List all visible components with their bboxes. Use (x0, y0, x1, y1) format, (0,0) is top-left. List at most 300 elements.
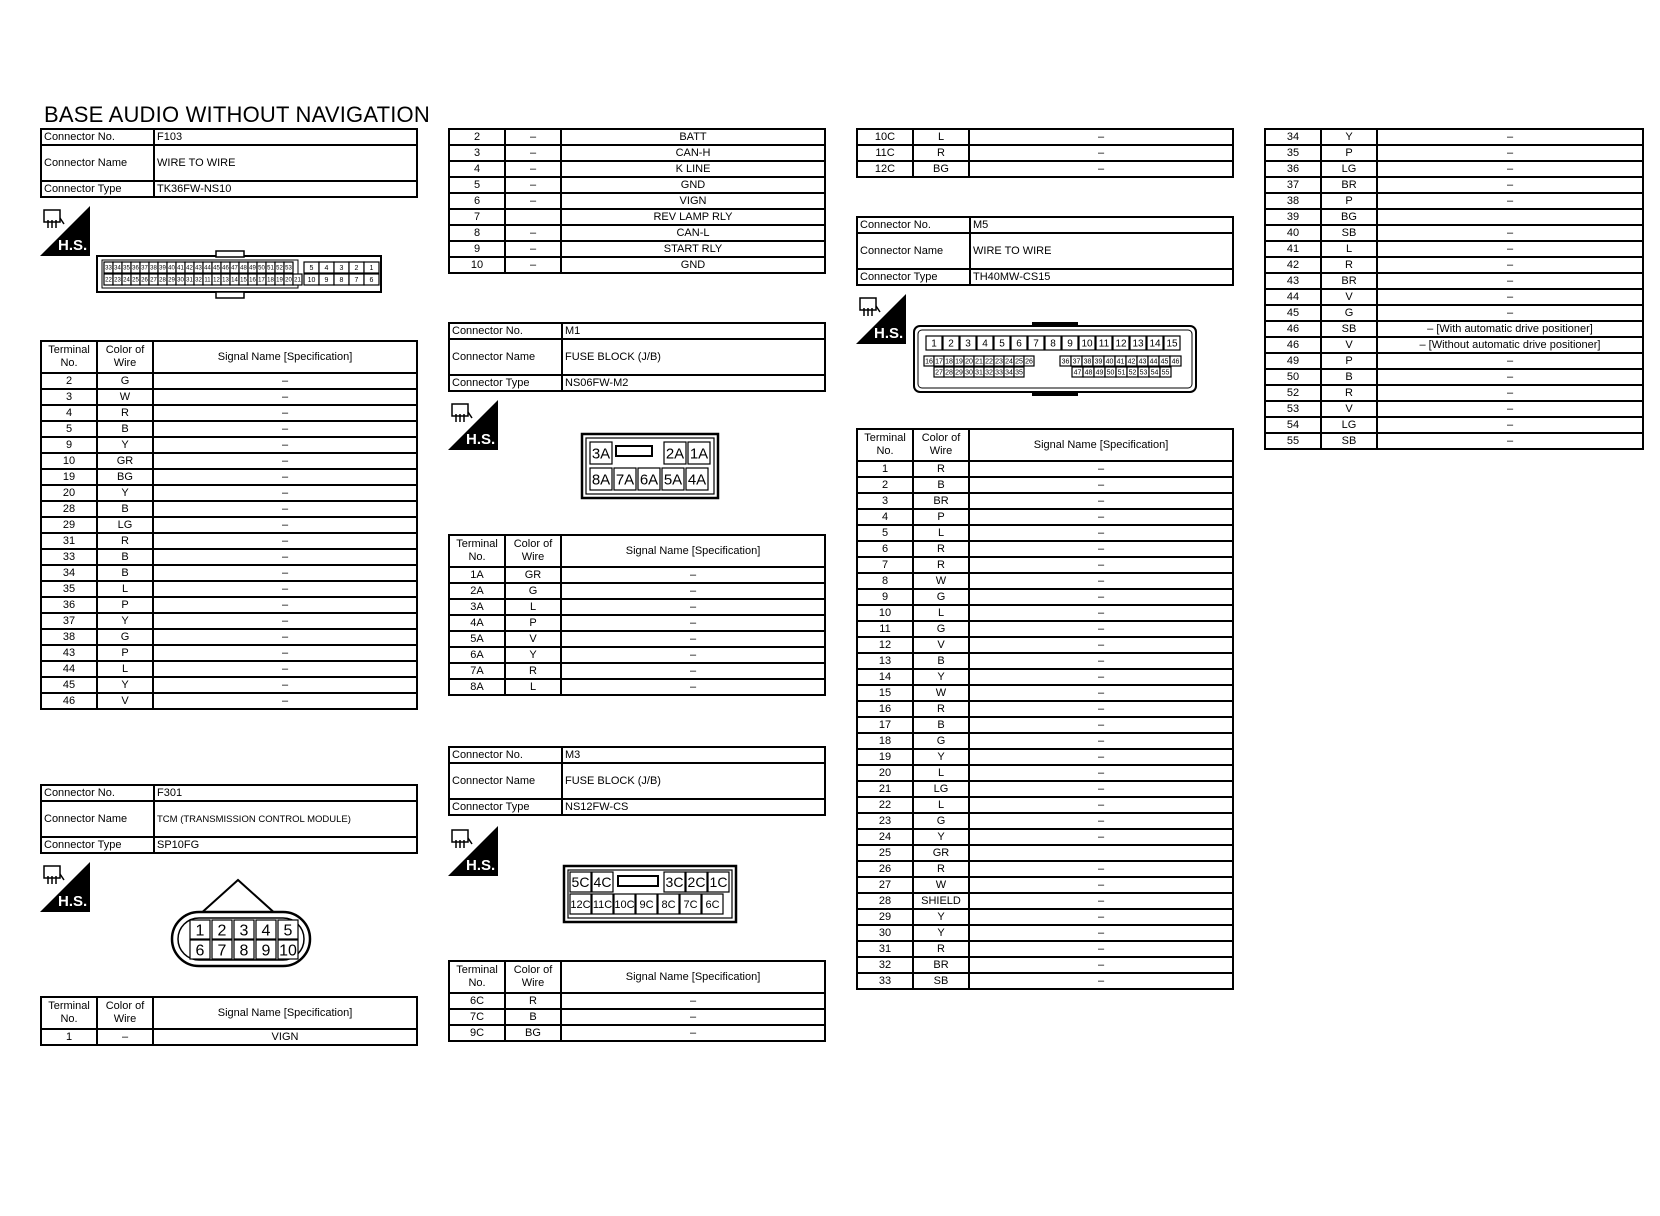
pin-label: 3 (239, 922, 249, 940)
signal-name-cell: – (153, 677, 417, 693)
pin-label: 48 (240, 265, 247, 272)
pin-label: 5 (283, 922, 293, 940)
wire-color-cell: B (1321, 369, 1377, 385)
pin-label: 37 (141, 265, 148, 272)
terminal-no-cell: 43 (1265, 273, 1321, 289)
terminal-no-cell: 2 (41, 373, 97, 389)
wire-color-cell: L (913, 605, 969, 621)
terminal-no-cell: 19 (41, 469, 97, 485)
signal-name-cell: – (969, 909, 1233, 925)
wire-color-cell: GR (505, 567, 561, 583)
pin-label: 12 (213, 277, 220, 284)
terminal-no-cell: 6C (449, 993, 505, 1009)
signal-name-cell: – (153, 389, 417, 405)
table-row (1265, 225, 1643, 241)
table-row (1265, 129, 1643, 145)
table-row (449, 663, 825, 679)
terminal-no-cell: 46 (1265, 337, 1321, 353)
wire-color-cell: R (505, 993, 561, 1009)
table-row (1265, 241, 1643, 257)
wire-color-cell: BG (1321, 209, 1377, 225)
terminal-no-cell: 19 (857, 749, 913, 765)
pin-label: 17 (935, 358, 943, 366)
signal-name-cell: – (969, 461, 1233, 477)
wire-color-cell: R (913, 557, 969, 573)
wire-color-cell: G (913, 733, 969, 749)
wire-color-cell: R (913, 145, 969, 161)
table-row (41, 421, 417, 437)
terminal-no-cell: 50 (1265, 369, 1321, 385)
wire-color-cell: SB (1321, 225, 1377, 241)
signal-name-cell: – (969, 781, 1233, 797)
pin-label: 30 (177, 277, 184, 284)
pin-label: 6A (639, 471, 659, 489)
signal-name-cell: – (1377, 225, 1643, 241)
svg-text:H.S.: H.S. (466, 857, 496, 874)
table-row (857, 477, 1233, 493)
wire-color-cell: Y (97, 437, 153, 453)
pin-label: 7C (683, 898, 698, 911)
connector-no-value: M1 (562, 323, 825, 339)
color-of-wire-header: Color of Wire (97, 997, 153, 1029)
signal-name-cell: – (153, 693, 417, 709)
pin-label: 42 (186, 265, 193, 272)
pin-label: 19 (276, 277, 283, 284)
table-row (449, 257, 825, 273)
terminal-no-cell: 5 (857, 525, 913, 541)
pin-label: 52 (276, 265, 283, 272)
pin-label: 55 (1161, 369, 1170, 377)
table-row (857, 605, 1233, 621)
signal-name-cell: – (969, 701, 1233, 717)
table-row (857, 589, 1233, 605)
terminal-no-cell: 28 (41, 501, 97, 517)
pin-label: 6 (195, 942, 205, 960)
pin-label: 45 (213, 265, 220, 272)
signal-name-cell: – (969, 765, 1233, 781)
terminal-no-cell: 39 (1265, 209, 1321, 225)
signal-name-cell: – (153, 645, 417, 661)
wire-color-cell: B (913, 717, 969, 733)
signal-name-cell (969, 845, 1233, 861)
terminal-no-cell: 5 (449, 177, 505, 193)
pin-label: 28 (159, 277, 166, 284)
terminal-no-cell: 11C (857, 145, 913, 161)
signal-name-cell: – (153, 469, 417, 485)
wire-color-cell: B (97, 565, 153, 581)
wire-color-cell: V (1321, 401, 1377, 417)
pin-label: 27 (935, 369, 943, 377)
pin-label: 38 (1083, 358, 1092, 366)
pin-label: 30 (965, 369, 973, 377)
table-row (41, 549, 417, 565)
table-row (1265, 337, 1643, 353)
signal-name-cell: – (969, 621, 1233, 637)
wire-color-cell: Y (913, 669, 969, 685)
wire-color-cell: Y (913, 909, 969, 925)
table-row (41, 597, 417, 613)
pin-label: 26 (141, 277, 148, 284)
signal-name-cell: GND (561, 257, 825, 273)
terminal-no-cell: 31 (41, 533, 97, 549)
pin-label: 42 (1127, 358, 1136, 366)
pin-label: 7 (354, 277, 359, 285)
pin-label: 21 (294, 277, 301, 284)
pin-label: 31 (186, 277, 193, 284)
signal-name-cell: – (561, 679, 825, 695)
terminal-no-cell: 45 (1265, 305, 1321, 321)
terminal-no-cell: 7 (449, 209, 505, 225)
terminal-no-cell: 49 (1265, 353, 1321, 369)
signal-name-cell: – (969, 525, 1233, 541)
signal-name-cell: REV LAMP RLY (561, 209, 825, 225)
pin-label: 9C (639, 898, 654, 911)
wire-color-cell: R (913, 701, 969, 717)
pin-label: 53 (285, 265, 292, 272)
table-row (857, 541, 1233, 557)
connector-no-label: Connector No. (449, 747, 562, 763)
pin-label: 8 (1050, 338, 1056, 350)
m3-terminal-table (448, 960, 826, 1042)
f103-terminal-table (40, 340, 418, 710)
terminal-no-cell: 28 (857, 893, 913, 909)
pin-label: 21 (975, 358, 983, 366)
pin-label: 6 (369, 277, 374, 285)
wire-color-cell: G (97, 629, 153, 645)
terminal-no-cell: 1 (857, 461, 913, 477)
signal-name-cell: – (969, 541, 1233, 557)
table-row (857, 781, 1233, 797)
pin-label: 52 (1128, 369, 1137, 377)
wire-color-cell: V (913, 637, 969, 653)
pin-label: 9 (324, 277, 329, 285)
signal-name-cell: – (969, 957, 1233, 973)
pin-label: 35 (1015, 369, 1023, 377)
pin-label: 28 (945, 369, 953, 377)
signal-name-cell: – (153, 549, 417, 565)
table-row (41, 533, 417, 549)
pin-label: 22 (105, 277, 112, 284)
table-row (1265, 257, 1643, 273)
signal-name-cell: – (153, 613, 417, 629)
table-row (449, 647, 825, 663)
table-row (41, 373, 417, 389)
pin-label: 12 (1115, 338, 1127, 350)
signal-name-cell: – (1377, 417, 1643, 433)
connector-latch (216, 292, 244, 298)
signal-name-cell: – (969, 573, 1233, 589)
wire-color-cell: GR (97, 453, 153, 469)
wire-color-cell: R (913, 461, 969, 477)
signal-name-cell: – (969, 893, 1233, 909)
signal-name-header: Signal Name [Specification] (561, 961, 825, 993)
wire-color-cell: G (505, 583, 561, 599)
signal-name-cell: – (969, 733, 1233, 749)
table-row (41, 485, 417, 501)
wire-color-cell: P (97, 597, 153, 613)
wire-color-cell: L (913, 765, 969, 781)
wire-color-cell: SB (913, 973, 969, 989)
wire-color-cell: P (1321, 145, 1377, 161)
wire-color-cell: V (1321, 337, 1377, 353)
wire-color-cell: Y (505, 647, 561, 663)
signal-name-cell: GND (561, 177, 825, 193)
terminal-no-cell: 8A (449, 679, 505, 695)
terminal-no-cell: 2A (449, 583, 505, 599)
wire-color-cell: L (97, 661, 153, 677)
table-header-row (449, 961, 825, 993)
terminal-no-cell: 1 (41, 1029, 97, 1045)
pin-label: 3C (665, 874, 684, 891)
pin-label: 20 (965, 358, 973, 366)
pin-label: 10 (279, 942, 297, 960)
signal-name-cell: – (1377, 273, 1643, 289)
pin-label: 3 (339, 265, 344, 273)
hs-icon (448, 400, 500, 450)
pin-label: 46 (222, 265, 229, 272)
terminal-no-cell: 5 (41, 421, 97, 437)
terminal-no-cell: 43 (41, 645, 97, 661)
table-row (41, 629, 417, 645)
m3-connector-info (448, 746, 826, 816)
pin-label: 2A (665, 445, 685, 463)
pin-label: 25 (1015, 358, 1023, 366)
pin-label: 1A (689, 445, 709, 463)
pin-label: 8 (239, 942, 249, 960)
pin-label: 14 (231, 277, 238, 284)
table-row (41, 565, 417, 581)
wire-color-cell: R (97, 533, 153, 549)
wire-color-cell: R (1321, 385, 1377, 401)
wire-color-cell: Y (913, 829, 969, 845)
wire-color-cell: – (505, 193, 561, 209)
table-row (449, 161, 825, 177)
m5-terminal-table (856, 428, 1234, 990)
table-row (857, 909, 1233, 925)
terminal-no-cell: 7A (449, 663, 505, 679)
pin-label: 24 (1005, 358, 1013, 366)
wire-color-cell: L (1321, 241, 1377, 257)
terminal-no-cell: 6 (449, 193, 505, 209)
terminal-no-header: Terminal No. (41, 997, 97, 1029)
pin-label: 40 (1105, 358, 1114, 366)
pin-label: 7A (615, 471, 635, 489)
terminal-no-cell: 10C (857, 129, 913, 145)
terminal-no-cell: 38 (1265, 193, 1321, 209)
signal-name-cell: – [Without automatic drive positioner] (1377, 337, 1643, 353)
signal-name-cell: – (969, 605, 1233, 621)
connector-no-value: F103 (154, 129, 417, 145)
signal-name-cell: – (969, 973, 1233, 989)
terminal-no-cell: 1A (449, 567, 505, 583)
table-row (1265, 369, 1643, 385)
table-row (1265, 193, 1643, 209)
f103-continued-table (448, 128, 826, 274)
terminal-no-cell: 35 (41, 581, 97, 597)
connector-latch (1032, 322, 1078, 327)
table-row (449, 599, 825, 615)
signal-name-cell: – (561, 647, 825, 663)
pin-label: 24 (123, 277, 130, 284)
wire-color-cell: B (97, 421, 153, 437)
connector-name-label: Connector Name (41, 801, 154, 837)
signal-name-header: Signal Name [Specification] (969, 429, 1233, 461)
m5-connector-diagram (912, 322, 1198, 396)
pin-label: 26 (1025, 358, 1033, 366)
table-row (857, 973, 1233, 989)
table-header-row (857, 429, 1233, 461)
signal-name-cell: VIGN (561, 193, 825, 209)
signal-name-cell: – (153, 405, 417, 421)
pin-label: 15 (1166, 338, 1178, 350)
terminal-no-cell: 9 (41, 437, 97, 453)
color-of-wire-header: Color of Wire (913, 429, 969, 461)
wire-color-cell: R (913, 541, 969, 557)
signal-name-cell: – (561, 663, 825, 679)
table-row (41, 677, 417, 693)
table-row (1265, 353, 1643, 369)
terminal-no-cell: 31 (857, 941, 913, 957)
pin-label: 11 (204, 277, 211, 284)
terminal-no-cell: 35 (1265, 145, 1321, 161)
table-row (1265, 401, 1643, 417)
wire-color-cell: P (505, 615, 561, 631)
signal-name-cell: – (153, 661, 417, 677)
connector-type-value: SP10FG (154, 837, 417, 853)
terminal-no-cell: 37 (1265, 177, 1321, 193)
terminal-no-cell: 26 (857, 861, 913, 877)
connector-name-value: FUSE BLOCK (J/B) (562, 339, 825, 375)
wire-color-cell: R (505, 663, 561, 679)
color-of-wire-header: Color of Wire (505, 961, 561, 993)
pin-label: 1 (195, 922, 205, 940)
pin-label: 50 (258, 265, 265, 272)
terminal-no-cell: 9 (857, 589, 913, 605)
signal-name-cell: – (1377, 353, 1643, 369)
table-row (449, 567, 825, 583)
terminal-no-cell: 3 (449, 145, 505, 161)
pin-label: 4 (261, 922, 271, 940)
pin-label: 22 (985, 358, 993, 366)
pin-label: 4 (982, 338, 988, 350)
table-row (1265, 145, 1643, 161)
signal-name-cell: VIGN (153, 1029, 417, 1045)
f301-connector-info (40, 784, 418, 854)
terminal-no-cell: 23 (857, 813, 913, 829)
pin-label: 4C (593, 874, 612, 891)
terminal-no-cell: 33 (857, 973, 913, 989)
wire-color-cell: B (913, 477, 969, 493)
signal-name-cell: CAN-L (561, 225, 825, 241)
pin-label: 49 (1095, 369, 1104, 377)
table-row (857, 765, 1233, 781)
wire-color-cell: – (97, 1029, 153, 1045)
connector-no-label: Connector No. (449, 323, 562, 339)
pin-label: 7 (217, 942, 227, 960)
connector-key (198, 880, 278, 916)
table-row (1265, 209, 1643, 225)
m1-connector-diagram (580, 432, 720, 500)
f103-connector-diagram (96, 250, 382, 300)
table-row (857, 845, 1233, 861)
signal-name-cell: – (969, 877, 1233, 893)
signal-name-cell: – (153, 453, 417, 469)
signal-name-cell: – (1377, 193, 1643, 209)
pin-label: 41 (1116, 358, 1125, 366)
table-row (41, 613, 417, 629)
connector-name-value: WIRE TO WIRE (154, 145, 417, 181)
pin-label: 8 (339, 277, 344, 285)
signal-name-cell: – (969, 861, 1233, 877)
wire-color-cell: Y (97, 613, 153, 629)
pin-label: 43 (195, 265, 202, 272)
table-row (41, 581, 417, 597)
pin-label: 29 (955, 369, 963, 377)
connector-name-value: FUSE BLOCK (J/B) (562, 763, 825, 799)
signal-name-cell: START RLY (561, 241, 825, 257)
table-row (449, 209, 825, 225)
pin-label: 41 (177, 265, 184, 272)
table-row (857, 925, 1233, 941)
terminal-no-cell: 52 (1265, 385, 1321, 401)
connector-type-label: Connector Type (857, 269, 970, 285)
pin-label: 6 (1016, 338, 1022, 350)
pin-label: 16 (249, 277, 256, 284)
terminal-no-cell: 14 (857, 669, 913, 685)
table-row (449, 615, 825, 631)
pin-label: 35 (123, 265, 130, 272)
wire-color-cell: V (505, 631, 561, 647)
wire-color-cell: SHIELD (913, 893, 969, 909)
wire-color-cell: W (97, 389, 153, 405)
pin-label: 3A (591, 445, 611, 463)
wire-color-cell: V (97, 693, 153, 709)
table-row (449, 1025, 825, 1041)
terminal-no-cell: 13 (857, 653, 913, 669)
pin-label: 5A (663, 471, 683, 489)
pin-label: 53 (1139, 369, 1148, 377)
pin-label: 9 (1067, 338, 1073, 350)
signal-name-cell: – (969, 717, 1233, 733)
connector-name-label: Connector Name (857, 233, 970, 269)
signal-name-cell: – (153, 581, 417, 597)
table-row (857, 957, 1233, 973)
connector-no-label: Connector No. (41, 129, 154, 145)
wire-color-cell: – (505, 129, 561, 145)
terminal-no-cell: 8 (857, 573, 913, 589)
hs-icon (40, 862, 92, 912)
terminal-no-cell: 34 (41, 565, 97, 581)
signal-name-cell: – (153, 517, 417, 533)
terminal-no-cell: 25 (857, 845, 913, 861)
pin-label: 51 (267, 265, 274, 272)
signal-name-cell: – (969, 749, 1233, 765)
table-header-row (449, 535, 825, 567)
wire-color-cell: B (505, 1009, 561, 1025)
pin-label: 27 (150, 277, 157, 284)
terminal-no-cell: 46 (41, 693, 97, 709)
signal-name-cell: K LINE (561, 161, 825, 177)
terminal-no-cell: 9C (449, 1025, 505, 1041)
wire-color-cell: W (913, 877, 969, 893)
svg-text:H.S.: H.S. (58, 237, 88, 254)
terminal-no-cell: 27 (857, 877, 913, 893)
terminal-no-cell: 55 (1265, 433, 1321, 449)
connector-type-label: Connector Type (449, 375, 562, 391)
connector-type-value: NS12FW-CS (562, 799, 825, 815)
table-row (857, 941, 1233, 957)
wire-color-cell: Y (97, 485, 153, 501)
